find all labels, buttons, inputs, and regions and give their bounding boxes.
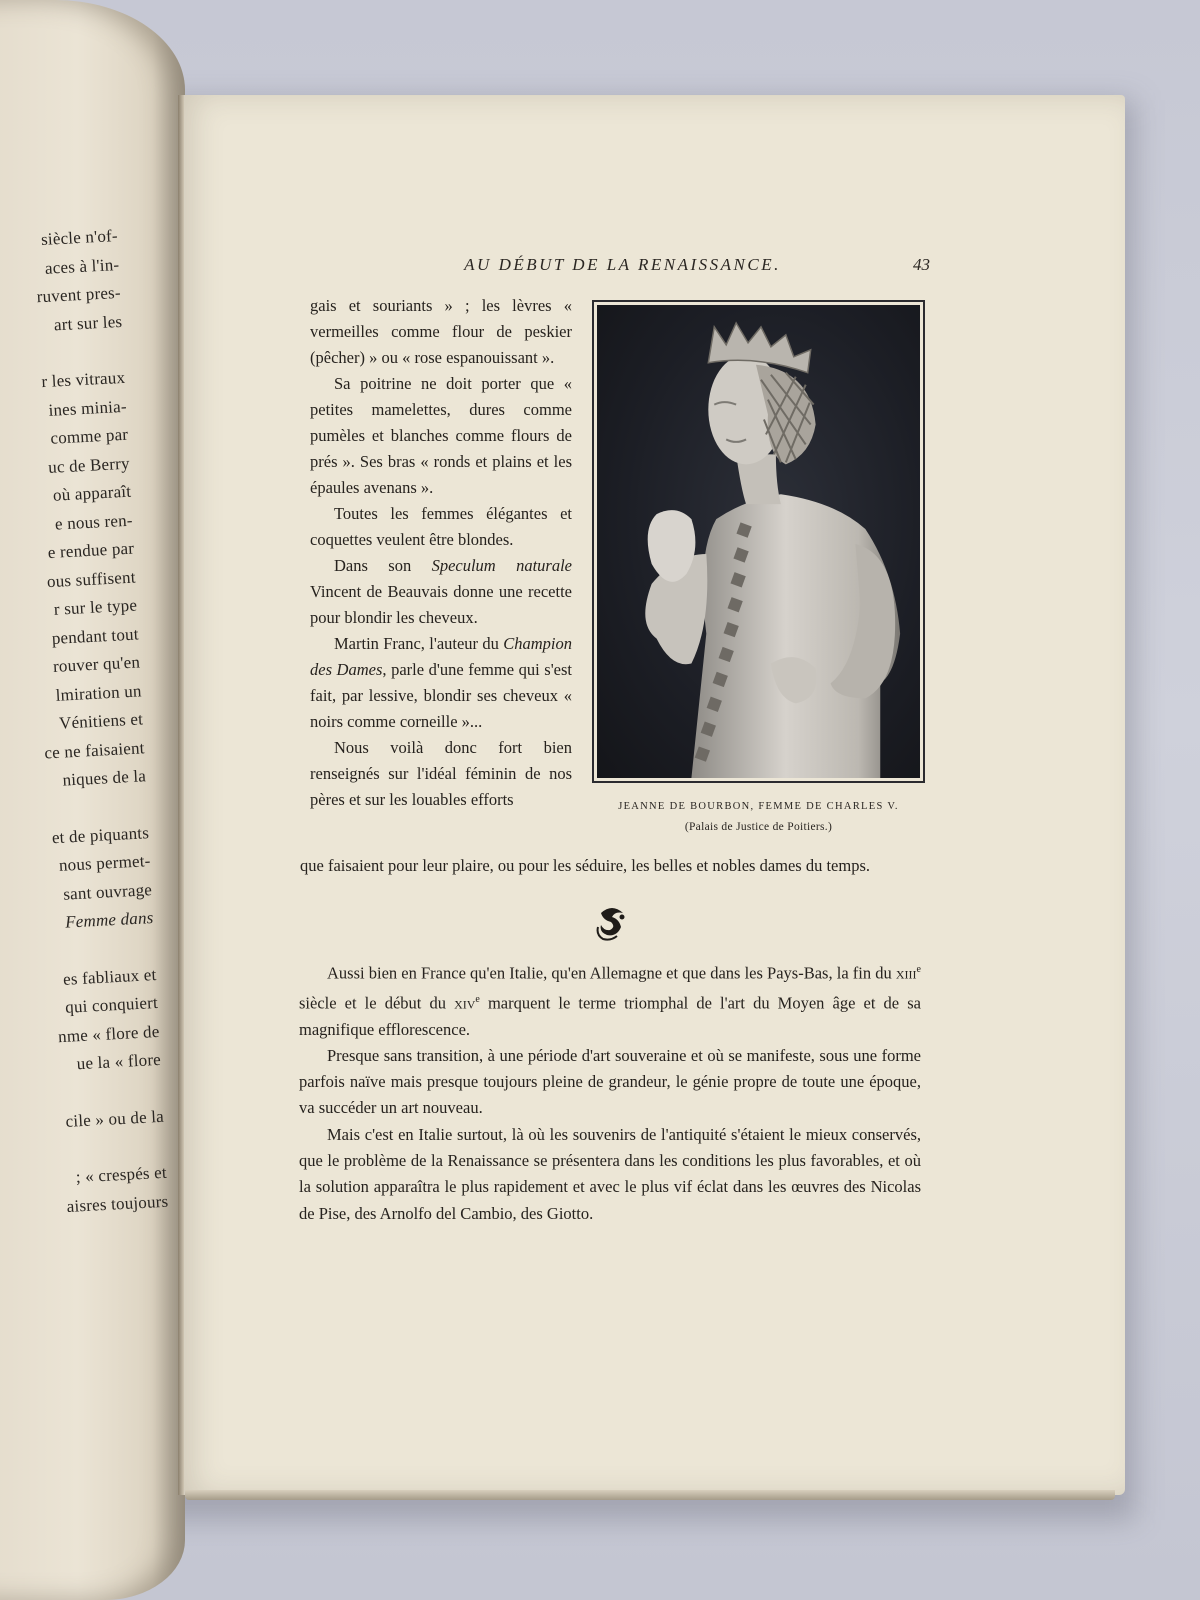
left-page-line: ce ne faisaient	[43, 737, 146, 763]
left-page-line: art sur les	[53, 311, 123, 334]
left-page-line: qui conquiert	[64, 992, 159, 1017]
fleuron-ornament-icon	[595, 905, 629, 941]
left-page-line: ; « crespés et	[75, 1162, 168, 1187]
left-page-line: rouver qu'en	[52, 652, 141, 676]
left-page-line: e rendue par	[47, 538, 135, 563]
text-span: Dans son	[334, 556, 432, 575]
left-page-line: uc de Berry	[47, 453, 131, 477]
text-span: siècle et le début du	[299, 993, 455, 1013]
left-page-text	[0, 222, 169, 1226]
caption-subtitle: (Palais de Justice de Poitiers.)	[684, 821, 833, 833]
left-page-line: siècle n'of-	[40, 225, 119, 249]
left-page-line: Vénitiens et	[58, 709, 144, 733]
italic-title: Speculum naturale	[431, 556, 572, 575]
main-body-text	[299, 957, 921, 1227]
left-page-line: nme « flore de	[57, 1021, 160, 1046]
figure-frame	[592, 300, 925, 783]
paragraph: Sa poitrine ne doit porter que « petites mamelettes, dures comme pumèles et blanches comme flours de prés ». Ses bras « ronds et plains et les épaules avenans ».	[310, 374, 572, 497]
text-column	[310, 293, 572, 813]
left-page-line: sant ouvrage	[62, 879, 153, 904]
text-span: Martin Franc, l'auteur du	[334, 634, 504, 653]
left-page	[0, 0, 185, 1600]
statue-photograph	[597, 305, 920, 778]
superscript: e	[916, 964, 921, 975]
left-page-line: niques de la	[62, 766, 147, 790]
book-bottom-edge	[185, 1490, 1115, 1500]
left-page-line: aces à l'in-	[44, 254, 120, 278]
text-span: Vincent de Beauvais donne une recette pour blondir les cheveux.	[310, 582, 572, 627]
right-page	[180, 95, 1125, 1495]
left-page-line: pendant tout	[51, 623, 140, 648]
paragraph: Nous voilà donc fort bien renseignés sur l'idéal féminin de nos pères et sur les louables efforts	[310, 738, 572, 809]
left-page-line: nous permet-	[58, 851, 151, 875]
paragraph	[310, 553, 572, 631]
left-page-line: aisres toujours	[66, 1191, 169, 1216]
paragraph	[299, 957, 921, 1043]
page-number: 43	[913, 255, 930, 274]
statue-illustration	[597, 305, 920, 778]
left-page-line: ruvent pres-	[36, 282, 122, 307]
paragraph: gais et souriants » ; les lèvres « vermeilles comme flour de peskier (pêcher) » ou « rose espanouissant ».	[310, 296, 572, 367]
paragraph	[310, 631, 572, 735]
left-page-line: où apparaît	[52, 481, 132, 505]
left-page-line: ous suffisent	[46, 567, 137, 591]
text-span: marquent le terme triomphal de l'art du Moyen âge et de sa magnifique efflorescence.	[299, 993, 921, 1039]
running-head: AU DÉBUT DE LA RENAISSANCE.	[464, 255, 781, 274]
text-span: , parle d'une femme qui s'est fait, par lessive, blondir ses cheveux « noirs comme corneille »...	[310, 660, 572, 731]
figure-caption	[592, 797, 925, 837]
left-page-line: lmiration un	[55, 680, 143, 705]
text-span: Aussi bien en France qu'en Italie, qu'en Allemagne et que dans les Pays-Bas, la fin du	[327, 963, 896, 983]
caption-title: JEANNE DE BOURBON, FEMME DE CHARLES V.	[618, 801, 899, 812]
left-page-line: ines minia-	[48, 396, 128, 420]
left-page-line: ue la « flore	[76, 1049, 162, 1074]
paragraph: Presque sans transition, à une période d'art souveraine et où se manifeste, sous une forme parfois naïve mais presque toujours pleine de grandeur, le génie propre de toute une époque, va succéder un art nouveau.	[299, 1045, 921, 1118]
paragraph: Mais c'est en Italie surtout, là où les souvenirs de l'antiquité s'étaient le mieux conservés, que le problème de la Renaissance se présentera dans les conditions les plus favorables, et où la solution apparaîtra le plus rapidement et avec le plus vif éclat dans les œuvres des Nicolas de Pise, des Arnolfo del Cambio, des Giotto.	[299, 1124, 921, 1223]
century-numeral: xiii	[895, 963, 917, 983]
paragraph: Toutes les femmes élégantes et coquettes veulent être blondes.	[310, 504, 572, 549]
fleuron-svg	[595, 905, 629, 941]
left-page-line: et de piquants	[51, 822, 150, 847]
left-page-line: r les vitraux	[40, 367, 126, 392]
italic-title: Champion des Dames	[310, 634, 572, 679]
left-page-line: Femme dans	[64, 908, 154, 932]
left-page-line: comme par	[49, 424, 129, 448]
superscript: e	[475, 993, 480, 1005]
page-gutter-edge	[178, 95, 184, 1495]
left-page-line: e nous ren-	[54, 510, 134, 534]
left-page-line: cile » ou de la	[65, 1106, 165, 1131]
continuation-text	[300, 853, 920, 879]
paragraph: que faisaient pour leur plaire, ou pour les séduire, les belles et nobles dames du temps.	[300, 856, 871, 875]
left-page-line: es fabliaux et	[62, 964, 157, 989]
left-page-line: r sur le type	[53, 595, 138, 619]
century-numeral: xiv	[454, 993, 476, 1013]
